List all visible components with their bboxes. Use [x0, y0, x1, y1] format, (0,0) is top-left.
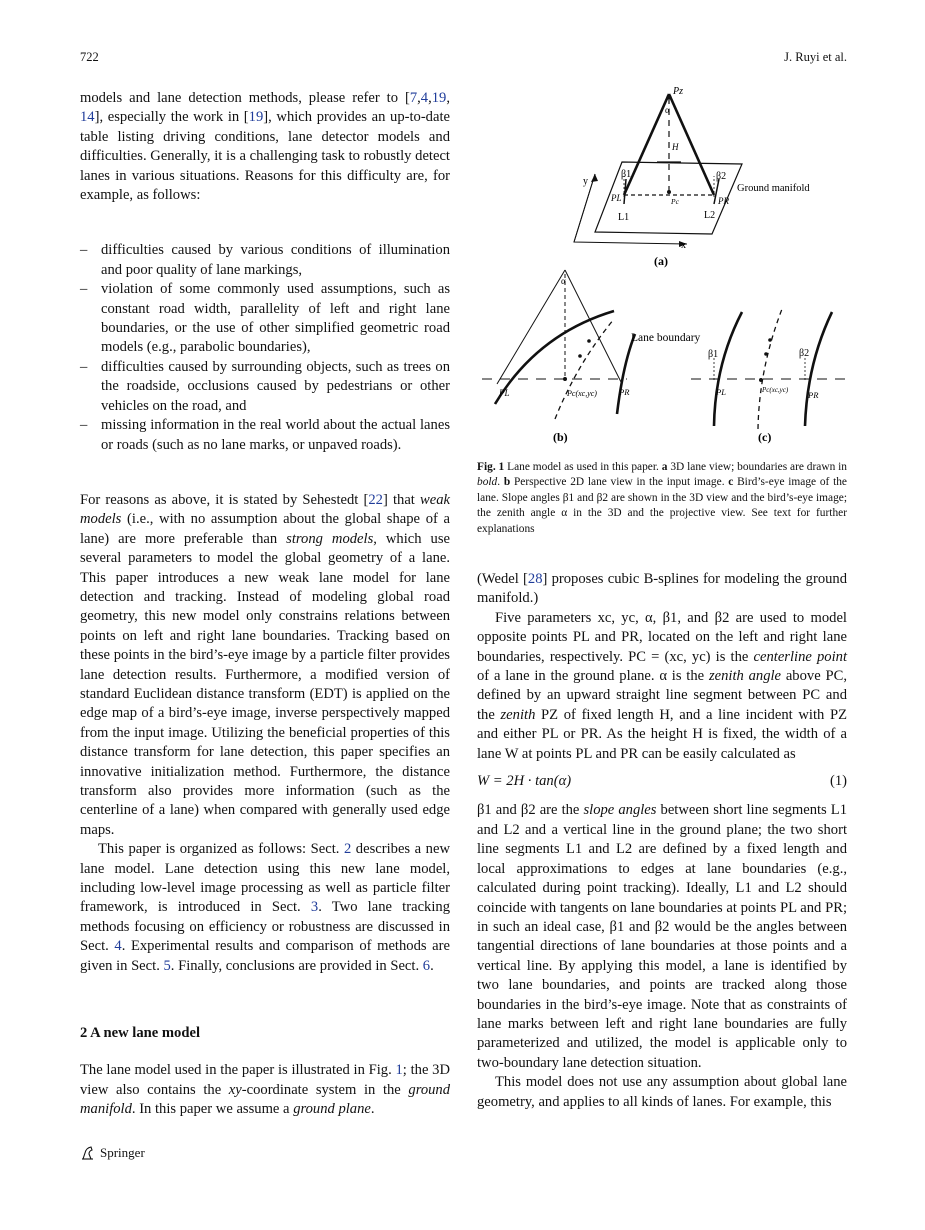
- pz-label: Pz: [673, 86, 683, 97]
- beta1-label: β1: [621, 169, 632, 180]
- pr-label: PR: [718, 196, 729, 206]
- list-item: – violation of some commonly used assumptions, such as constant road width, parallelity of left and right lane boundaries, or the use of other simplified geometric road models (e.g., parabolic boundaries),: [80, 280, 450, 358]
- pz-point: [667, 95, 672, 100]
- section-link[interactable]: 5: [163, 957, 171, 974]
- section-link[interactable]: 4: [114, 938, 122, 955]
- pl-label: PL: [611, 193, 622, 203]
- beta2-label: β2: [716, 171, 727, 182]
- alpha-label: α: [665, 105, 670, 115]
- wedel-paragraph: (Wedel [28] proposes cubic B-splines for modeling the ground manifold.): [477, 571, 848, 607]
- ref-link[interactable]: 7: [409, 90, 418, 106]
- list-item: – difficulties caused by surrounding objects, such as trees on the roadside, occlusions caused by pedestrians or other vehicles on the road, and: [80, 358, 450, 416]
- weak-models-paragraph: For reasons as above, it is stated by Sehestedt [22] that weak models (i.e., with no assumption about the global shape of a lane) are more preferable than strong models, which use several parameters to model the global geometry of a lane. This paper introduces a new weak lane model for lane detection and tracking. Instead of modeling global road geometry, this new model only constrains relations between points on left and right lane boundaries. Tracking based on these points in the bird’s-eye image by a particle filter provides lane detection results. Furthermore, a modified version of standard Euclidean distance transform (EDT) is applied on the edge map of a bird’s-eye image, inverse perspectively mapped from the input image. Utilizing the beneficial properties of this distance transform for lane detection, this paper specifies an innovative initialization method. Furthermore, the distance transform also provides more information (such as the centerline of a lane) when compared with generally used edge maps.: [80, 491, 451, 838]
- list-item: – missing information in the real world about the actual lanes or roads (such as no lane marks, or unpaved roads).: [80, 416, 450, 455]
- figure-caption: Fig. 1 Lane model as used in this paper. a 3D lane view; boundaries are drawn in bold. b Perspective 2D lane view in the input image. c Bird’s-eye image of the lane. Slope angles β1 and β2 are shown in the 3D view and the bird’s-eye image; the zenith angle α in the 3D and the projective view. See text for further explanations: [477, 461, 848, 535]
- right-lane-boundary: [617, 334, 635, 414]
- pc-label-b: Pc(xc,yc): [567, 389, 597, 398]
- slope-angles-paragraph: β1 and β2 are the slope angles between short line segments L1 and L2 and a vertical line in the ground plane; the two short line segments L1 and L2 are defined by a fixed length and local approximations to edges at lane boundaries (e.g., calculated during point tracking). Ideally, L1 and L2 should coincide with tangents on lane boundaries at points PL and PR; in such an ideal case, β1 and β2 would be the angles between tangential directions of lane boundaries at those points and a vertical line. By applying this model, a lane is identified by two lane boundaries, and points are tracked along those boundaries in the bird’s-eye image. Note that as constraints of lane marks between left and right lane boundaries are fully parameterized and utilized, the model is applicable only to two-boundary lane detection situation.: [477, 802, 848, 1071]
- l2-label: L2: [704, 210, 716, 221]
- ref-link[interactable]: 22: [368, 491, 383, 508]
- ref-link[interactable]: 14: [80, 109, 95, 126]
- panel-b-label: (b): [553, 430, 568, 444]
- centerline-c: [758, 309, 782, 429]
- panel-b-perspective-view: [482, 270, 635, 444]
- panel-a-label: (a): [654, 254, 668, 268]
- alpha-label-b: α: [561, 276, 566, 286]
- y-axis-label: y: [583, 176, 588, 187]
- pr-label-b: PR: [619, 387, 630, 397]
- l1-label: L1: [618, 212, 630, 223]
- zenith-left-ray: [497, 270, 565, 384]
- equation-1: W = 2H · tan(α) (1): [477, 773, 847, 790]
- intro-paragraph: models and lane detection methods, please refer to [7,4,19, 14], especially the work in [19], which provides an up-to-date table listing driving conditions, lane detector models and difficulties. Generally, it is a challenging task to robustly detect lanes in various situations. Reasons for this difficulty are, for example, as follows:: [80, 90, 450, 204]
- left-lane-boundary-c: [714, 312, 742, 426]
- page-number: 722: [80, 50, 99, 64]
- footer: [80, 1145, 145, 1161]
- closing-paragraph: This model does not use any assumption about global lane geometry, and applies to all kinds of lanes. For example, this: [477, 1074, 847, 1110]
- pl-label-b: PL: [499, 388, 510, 398]
- publisher-name: Springer: [100, 1145, 145, 1160]
- lane-model-paragraph: The lane model used in the paper is illustrated in Fig. 1; the 3D view also contains the xy-coordinate system in the ground manifold. In this paper we assume a ground plane.: [80, 1062, 451, 1118]
- beta2-label-c: β2: [799, 348, 810, 359]
- x-axis-label: x: [681, 240, 686, 251]
- ref-link[interactable]: 19: [248, 109, 264, 126]
- pc-label-c: Pc(xc,yc): [762, 386, 789, 394]
- panel-a-3d-view: [574, 86, 810, 268]
- section-heading: 2 A new lane model: [80, 1025, 200, 1042]
- right-lane-boundary-c: [805, 312, 832, 426]
- difficulty-list: [80, 241, 450, 454]
- section-link[interactable]: 2: [343, 841, 352, 858]
- pc-point: [667, 190, 671, 194]
- section-link[interactable]: 3: [310, 899, 319, 916]
- parameters-paragraph: Five parameters xc, yc, α, β1, and β2 are used to model opposite points PL and PR, located on the left and right lane boundaries, respectively. PC = (xc, yc) is the centerline point of a lane in the ground plane. α is the zenith angle above PC, defined by an upward straight line segment between PC and the zenith PZ of fixed length H, and a line incident with PZ and either PL or PR. As the height H is fixed, the width of a lane W at points PL and PR can be easily calculated as: [477, 609, 847, 762]
- springer-horse-icon: [80, 1145, 96, 1161]
- beta1-label-c: β1: [708, 349, 719, 360]
- pr-label-c: PR: [808, 390, 819, 400]
- lane-boundary-label: Lane boundary: [631, 332, 701, 344]
- ref-link[interactable]: 28: [527, 571, 543, 587]
- figure-1: [477, 84, 852, 454]
- right-column: [477, 570, 847, 1112]
- panel-c-birds-eye-view: [631, 309, 847, 444]
- left-column: [80, 89, 450, 1120]
- panel-c-label: (c): [758, 430, 772, 444]
- pl-label-c: PL: [716, 387, 726, 397]
- pc-label: Pc: [671, 197, 679, 206]
- figure-link[interactable]: 1: [395, 1062, 403, 1079]
- h-label: H: [672, 142, 679, 152]
- ref-link[interactable]: 4: [420, 90, 429, 106]
- list-item: – difficulties caused by various conditions of illumination and poor quality of lane markings,: [80, 241, 450, 280]
- running-title: J. Ruyi et al.: [784, 50, 847, 64]
- ref-link[interactable]: 19: [431, 90, 447, 106]
- section-link[interactable]: 6: [422, 957, 431, 974]
- ground-manifold-label: Ground manifold: [737, 183, 810, 194]
- organization-paragraph: This paper is organized as follows: Sect. 2 describes a new lane model. Lane detection using this new lane model, including low-level image processing as well as particle filter framework, is introduced in Sect. 3. Two lane tracking methods focusing on efficiency or robustness are discussed in Sect. 4. Experimental results and comparison of methods are given in Sect. 5. Finally, conclusions are provided in Sect. 6.: [80, 841, 450, 974]
